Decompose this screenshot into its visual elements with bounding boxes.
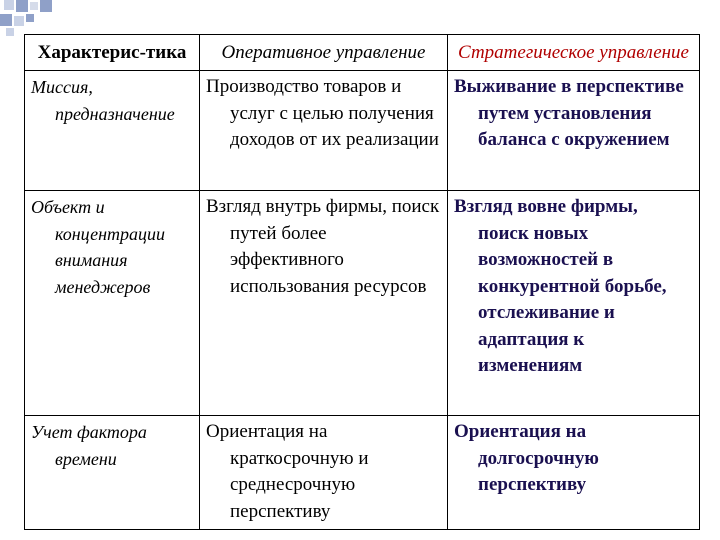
header-row xyxy=(25,35,700,71)
cell-strategic: Взгляд вовне фирмы, поиск новых возможностей в конкурентной борьбе, отслеживание и адаптация к изменениям xyxy=(448,191,700,416)
header-characteristic: Характерис-тика xyxy=(25,35,200,71)
header-operational: Оперативное управление xyxy=(200,35,448,71)
cell-characteristic: Объект и концентрации внимания менеджеров xyxy=(25,191,200,416)
cell-operational: Ориентация на краткосрочную и среднесрочную перспективу xyxy=(200,416,448,530)
comparison-table xyxy=(24,34,700,530)
cell-characteristic: Учет фактора времени xyxy=(25,416,200,530)
cell-strategic: Ориентация на долгосрочную перспективу xyxy=(448,416,700,530)
table-row xyxy=(25,191,700,416)
table-row xyxy=(25,416,700,530)
header-strategic: Стратегическое управление xyxy=(448,35,700,71)
cell-operational: Производство товаров и услуг с целью получения доходов от их реализации xyxy=(200,71,448,191)
table-row xyxy=(25,71,700,191)
cell-characteristic: Миссия, предназначение xyxy=(25,71,200,191)
cell-strategic: Выживание в перспективе путем установления баланса с окружением xyxy=(448,71,700,191)
cell-operational: Взгляд внутрь фирмы, поиск путей более эффективного использования ресурсов xyxy=(200,191,448,416)
